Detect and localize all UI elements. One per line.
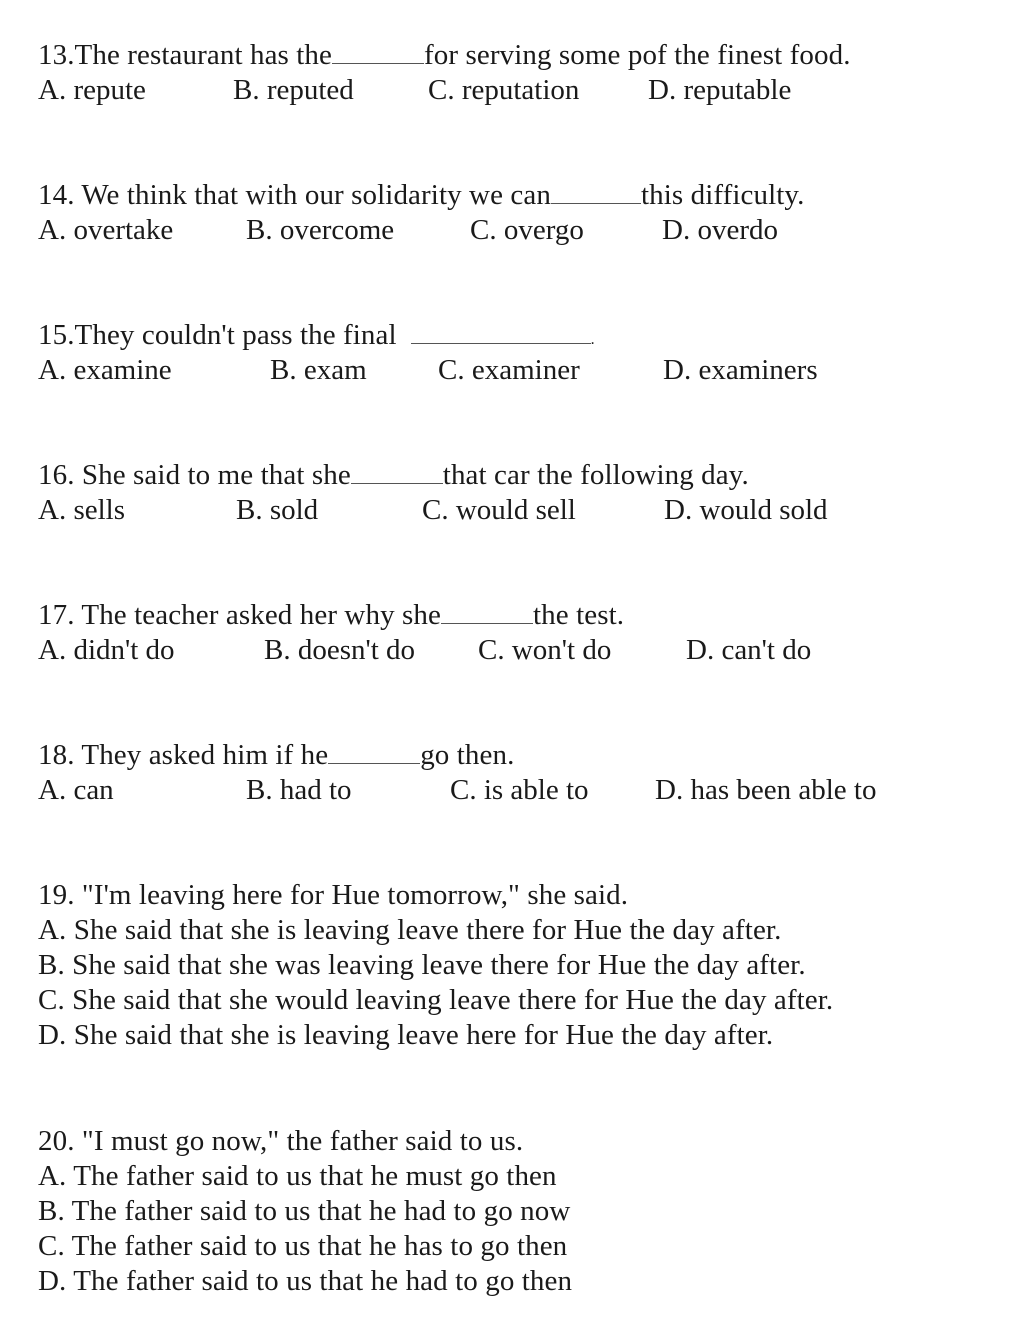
answer-blank	[441, 601, 533, 624]
question-20-stem: 20. "I must go now," the father said to us.	[38, 1125, 524, 1157]
option-17-c: C. won't do	[478, 634, 612, 666]
option-17-b: B. doesn't do	[264, 634, 416, 666]
option-13-d: D. reputable	[648, 74, 792, 106]
question-17-text-before: 17. The teacher asked her why she	[38, 599, 441, 631]
option-18-c: C. is able to	[450, 774, 589, 806]
answer-blank	[551, 181, 641, 204]
question-15-text-before: 15.They couldn't pass the final	[38, 319, 397, 351]
question-14-text-after: this difficulty.	[640, 179, 805, 211]
question-13-stem	[38, 38, 851, 72]
option-19-d: D. She said that she is leaving leave here for Hue the day after.	[38, 1019, 774, 1051]
question-19-stem: 19. "I'm leaving here for Hue tomorrow," she said.	[38, 879, 629, 911]
option-20-d: D. The father said to us that he had to go then	[38, 1265, 573, 1297]
question-17-text-after: the test.	[532, 599, 625, 631]
option-15-b: B. exam	[270, 354, 367, 386]
answer-blank	[411, 321, 591, 344]
question-16-text-after: that car the following day.	[442, 459, 749, 491]
option-18-a: A. can	[38, 774, 114, 806]
question-18-stem	[38, 738, 514, 772]
question-16-stem	[38, 458, 749, 492]
question-15-stem	[38, 318, 595, 357]
option-14-c: C. overgo	[470, 214, 584, 246]
question-13-text-before: 13.The restaurant has the	[38, 39, 333, 71]
question-14-stem	[38, 178, 804, 212]
question-14-text-before: 14. We think that with our solidarity we can	[38, 179, 551, 211]
answer-blank	[328, 741, 420, 764]
option-13-b: B. reputed	[233, 74, 354, 106]
option-17-a: A. didn't do	[38, 634, 175, 666]
option-14-d: D. overdo	[662, 214, 778, 246]
option-20-b: B. The father said to us that he had to go now	[38, 1195, 571, 1227]
option-15-d: D. examiners	[663, 354, 818, 386]
option-19-a: A. She said that she is leaving leave there for Hue the day after.	[38, 914, 782, 946]
option-13-a: A. repute	[38, 74, 146, 106]
option-18-d: D. has been able to	[655, 774, 877, 806]
question-17-stem	[38, 598, 624, 632]
question-13-text-after: for serving some pof the finest food.	[424, 39, 851, 71]
option-15-c: C. examiner	[438, 354, 580, 386]
option-16-d: D. would sold	[664, 494, 828, 526]
option-15-a: A. examine	[38, 354, 172, 386]
option-16-c: C. would sell	[422, 494, 576, 526]
option-20-a: A. The father said to us that he must go then	[38, 1160, 557, 1192]
answer-blank	[332, 41, 424, 64]
question-18-text-after: go then.	[420, 739, 515, 771]
option-19-b: B. She said that she was leaving leave there for Hue the day after.	[38, 949, 806, 981]
answer-blank	[351, 461, 443, 484]
option-14-a: A. overtake	[38, 214, 174, 246]
option-17-d: D. can't do	[686, 634, 812, 666]
question-15-text-after: .	[590, 331, 595, 348]
option-14-b: B. overcome	[246, 214, 395, 246]
option-13-c: C. reputation	[428, 74, 580, 106]
option-19-c: C. She said that she would leaving leave there for Hue the day after.	[38, 984, 834, 1016]
option-16-a: A. sells	[38, 494, 125, 526]
question-16-text-before: 16. She said to me that she	[38, 459, 351, 491]
option-20-c: C. The father said to us that he has to go then	[38, 1230, 568, 1262]
option-18-b: B. had to	[246, 774, 352, 806]
question-18-text-before: 18. They asked him if he	[38, 739, 329, 771]
option-16-b: B. sold	[236, 494, 319, 526]
